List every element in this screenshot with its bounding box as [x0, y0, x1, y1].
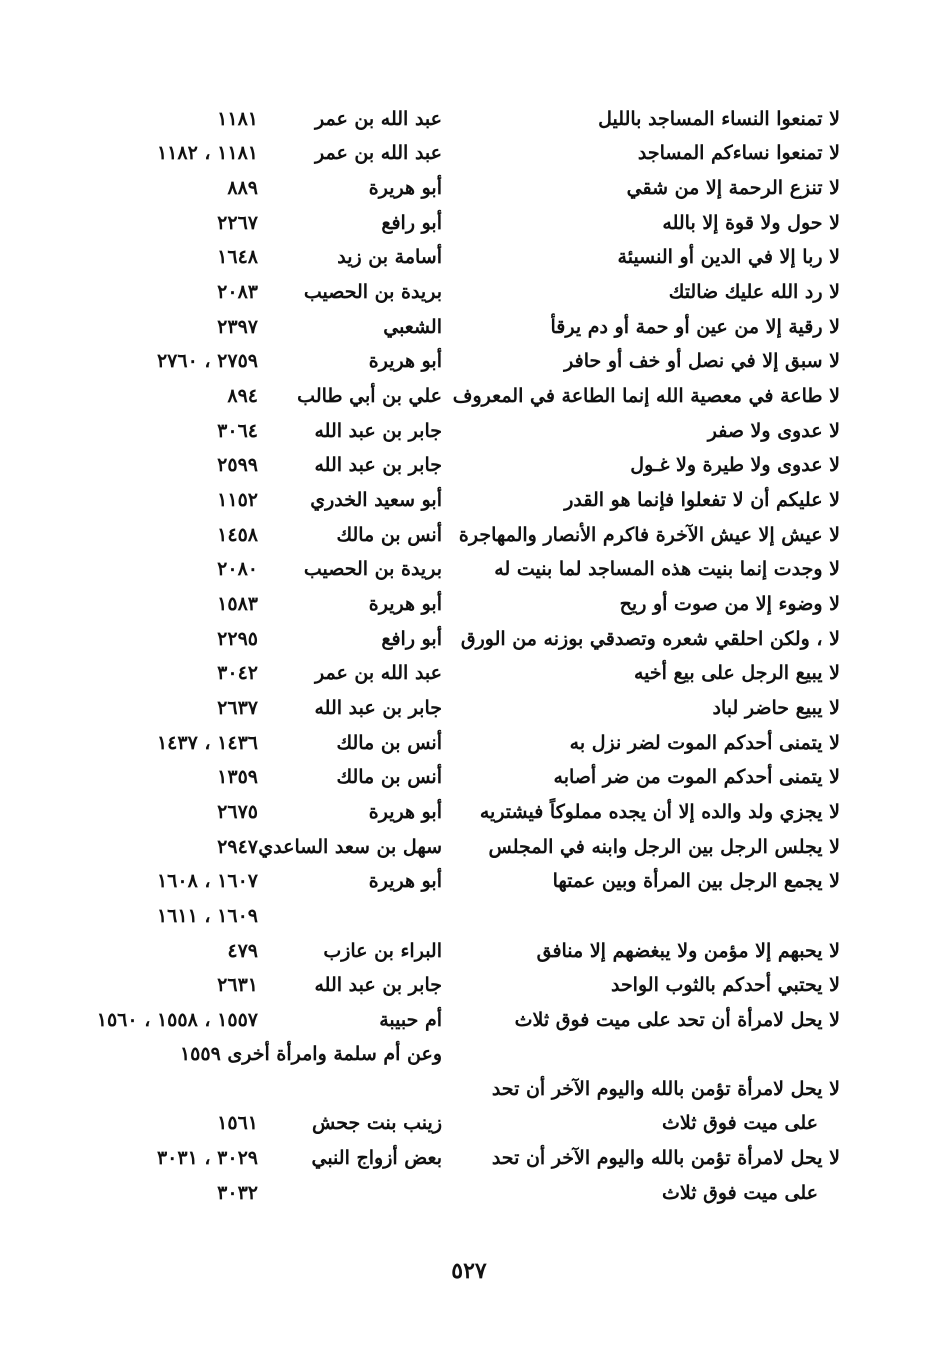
narrator-name: علي بن أبي طالب	[297, 385, 442, 407]
index-entry	[0, 934, 938, 968]
index-entry	[0, 448, 938, 482]
hadith-text: لا عدوى ولا طيرة ولا غـول	[630, 454, 840, 476]
index-entry	[0, 830, 938, 864]
index-entry	[0, 587, 938, 621]
hadith-numbers: ٢٠٨٠	[217, 558, 258, 580]
index-entry	[0, 760, 938, 794]
narrator-name: جابر بن عبد الله	[314, 974, 442, 996]
hadith-numbers: ٢٢٦٧	[217, 212, 258, 234]
hadith-numbers: ٣٠٦٤	[217, 420, 258, 442]
hadith-numbers: ٢٢٩٥	[217, 628, 258, 650]
hadith-text: لا يجلس الرجل بين الرجل وابنه في المجلس	[488, 836, 840, 858]
hadith-text: لا تمنعوا النساء المساجد بالليل	[598, 108, 840, 130]
hadith-numbers: ١٦٤٨	[217, 246, 258, 268]
hadith-numbers: ١٥٥٧ ، ١٥٥٨ ، ١٥٦٠	[96, 1009, 258, 1031]
hadith-numbers: ٢٥٩٩	[217, 454, 258, 476]
hadith-text: لا يجزي ولد والده إلا أن يجده مملوكاً فيشتريه	[479, 801, 840, 823]
hadith-text: لا يحل لامرأة أن تحد على ميت فوق ثلاث	[514, 1009, 840, 1031]
narrator-name: الشعبي	[383, 316, 442, 338]
page-number: ٥٢٧	[451, 1258, 487, 1284]
hadith-text: لا يبيع حاضر لباد	[712, 697, 840, 719]
hadith-numbers: ٢٣٩٧	[217, 316, 258, 338]
hadith-text: لا ربا إلا في الدين أو النسيئة	[617, 246, 840, 268]
hadith-numbers: ٢٩٤٧	[217, 836, 258, 858]
hadith-text: لا يجمع الرجل بين المرأة وبين عمتها	[552, 870, 840, 892]
hadith-numbers: ٨٩٤	[227, 385, 258, 407]
hadith-text: لا يحل لامرأة تؤمن بالله واليوم الآخر أن تحد	[491, 1147, 840, 1169]
index-entry	[0, 102, 938, 136]
narrator-name: سهل بن سعد الساعدي	[258, 836, 442, 858]
hadith-numbers: ٤٧٩	[227, 940, 258, 962]
hadith-text: لا سبق إلا في نصل أو خف أو حافر	[564, 350, 840, 372]
index-entry	[0, 899, 938, 933]
hadith-numbers: ٣٠٤٢	[217, 662, 258, 684]
index-entry	[0, 656, 938, 690]
narrator-name: جابر بن عبد الله	[314, 697, 442, 719]
narrator-name: أبو رافع	[381, 628, 442, 650]
index-entry	[0, 379, 938, 413]
narrator-name: أم حبيبة	[379, 1009, 442, 1031]
narrator-name: أسامة بن زيد	[337, 246, 442, 268]
hadith-text: لا تمنعوا نساءكم المساجد	[637, 142, 840, 164]
hadith-numbers: ٢٦٣٧	[217, 697, 258, 719]
hadith-text: لا يحل لامرأة تؤمن بالله واليوم الآخر أن تحد	[491, 1078, 840, 1100]
narrator-name: عبد الله بن عمر	[315, 142, 442, 164]
hadith-text: لا يحتبي أحدكم بالثوب الواحد	[610, 974, 840, 996]
narrator-name: أنس بن مالك	[336, 524, 442, 546]
hadith-numbers: ١٥٦١	[217, 1112, 258, 1134]
narrator-name: بريدة بن الحصيب	[303, 558, 442, 580]
hadith-numbers: ٨٨٩	[227, 177, 258, 199]
hadith-text: لا يتمنى أحدكم الموت لضر نزل به	[569, 732, 840, 754]
index-entry	[0, 968, 938, 1002]
hadith-text: لا وضوء إلا من صوت أو ريح	[619, 593, 840, 615]
hadith-text: لا عليكم أن لا تفعلوا فإنما هو القدر	[564, 489, 840, 511]
hadith-numbers: ٢٦٧٥	[217, 801, 258, 823]
narrator-name: أنس بن مالك	[336, 766, 442, 788]
narrator-name: أبو هريرة	[368, 177, 442, 199]
narrator-name: أبو هريرة	[368, 350, 442, 372]
hadith-text: لا يبيع الرجل على بيع أخيه	[633, 662, 840, 684]
index-entry	[0, 1176, 938, 1210]
index-entry	[0, 622, 938, 656]
narrator-name: عبد الله بن عمر	[315, 662, 442, 684]
hadith-text: لا عدوى ولا صفر	[707, 420, 840, 442]
hadith-text: لا طاعة في معصية الله إنما الطاعة في المعروف	[452, 385, 840, 407]
hadith-numbers: ٢٧٥٩ ، ٢٧٦٠	[156, 350, 258, 372]
index-entry	[0, 414, 938, 448]
index-entry	[0, 344, 938, 378]
narrator-name: أبو رافع	[381, 212, 442, 234]
narrator-name: جابر بن عبد الله	[314, 454, 442, 476]
hadith-numbers: ١٤٥٨	[217, 524, 258, 546]
hadith-numbers: ١١٥٢	[217, 489, 258, 511]
index-entry	[0, 518, 938, 552]
hadith-text: لا يحبهم إلا مؤمن ولا يبغضهم إلا منافق	[536, 940, 840, 962]
narrator-name: بريدة بن الحصيب	[303, 281, 442, 303]
hadith-text: لا وجدت إنما بنيت هذه المساجد لما بنيت له	[494, 558, 840, 580]
narrator-name: أنس بن مالك	[336, 732, 442, 754]
index-entry	[0, 552, 938, 586]
narrator-name: أبو هريرة	[368, 870, 442, 892]
index-entry	[0, 726, 938, 760]
hadith-text: لا تنزع الرحمة إلا من شقي	[626, 177, 840, 199]
index-entry	[0, 171, 938, 205]
hadith-numbers: ١٦٠٧ ، ١٦٠٨	[156, 870, 258, 892]
index-entry	[0, 795, 938, 829]
narrator-name: عبد الله بن عمر	[315, 108, 442, 130]
hadith-numbers: ١٤٣٦ ، ١٤٣٧	[156, 732, 258, 754]
hadith-text: لا يتمنى أحدكم الموت من ضر أصابه	[553, 766, 840, 788]
narrator-name: أبو هريرة	[368, 801, 442, 823]
narrator-name: البراء بن عازب	[323, 940, 442, 962]
hadith-numbers: ١٥٨٣	[217, 593, 258, 615]
index-entry	[0, 275, 938, 309]
hadith-text: لا رقية إلا من عين أو حمة أو دم يرقأ	[550, 316, 840, 338]
narrator-name: جابر بن عبد الله	[314, 420, 442, 442]
index-entry	[0, 310, 938, 344]
hadith-text-continuation: على ميت فوق ثلاث	[661, 1112, 818, 1134]
hadith-numbers: ١١٨١	[217, 108, 258, 130]
hadith-text-continuation: على ميت فوق ثلاث	[661, 1182, 818, 1204]
additional-narration-note: وعن أم سلمة وامرأة أخرى ١٥٥٩	[179, 1043, 442, 1065]
hadith-text: لا عيش إلا عيش الآخرة فاكرم الأنصار والمهاجرة	[458, 524, 840, 546]
hadith-text: لا حول ولا قوة إلا بالله	[662, 212, 840, 234]
hadith-numbers: ٢٠٨٣	[217, 281, 258, 303]
index-entry	[0, 240, 938, 274]
index-entry	[0, 1037, 938, 1071]
hadith-text: لا رد الله عليك ضالتك	[668, 281, 840, 303]
hadith-numbers: ١٦٠٩ ، ١٦١١	[156, 905, 258, 927]
index-entry	[0, 136, 938, 170]
hadith-numbers: ٣٠٢٩ ، ٣٠٣١	[156, 1147, 258, 1169]
hadith-numbers: ١٣٥٩	[217, 766, 258, 788]
index-entry	[0, 483, 938, 517]
narrator-name: بعض أزواج النبي	[311, 1147, 442, 1169]
hadith-numbers: ١١٨١ ، ١١٨٢	[156, 142, 258, 164]
index-entry	[0, 1141, 938, 1175]
index-entry	[0, 1106, 938, 1140]
narrator-name: أبو هريرة	[368, 593, 442, 615]
index-entry	[0, 1072, 938, 1106]
hadith-numbers: ٢٦٣١	[217, 974, 258, 996]
hadith-text: لا ، ولكن احلقي شعره وتصدقي بوزنه من الورق	[460, 628, 840, 650]
index-entry	[0, 206, 938, 240]
narrator-name: أبو سعيد الخدري	[310, 489, 442, 511]
index-entry	[0, 1003, 938, 1037]
hadith-numbers: ٣٠٣٢	[217, 1182, 258, 1204]
index-entry	[0, 691, 938, 725]
narrator-name: زينب بنت جحش	[312, 1112, 442, 1134]
index-entry	[0, 864, 938, 898]
